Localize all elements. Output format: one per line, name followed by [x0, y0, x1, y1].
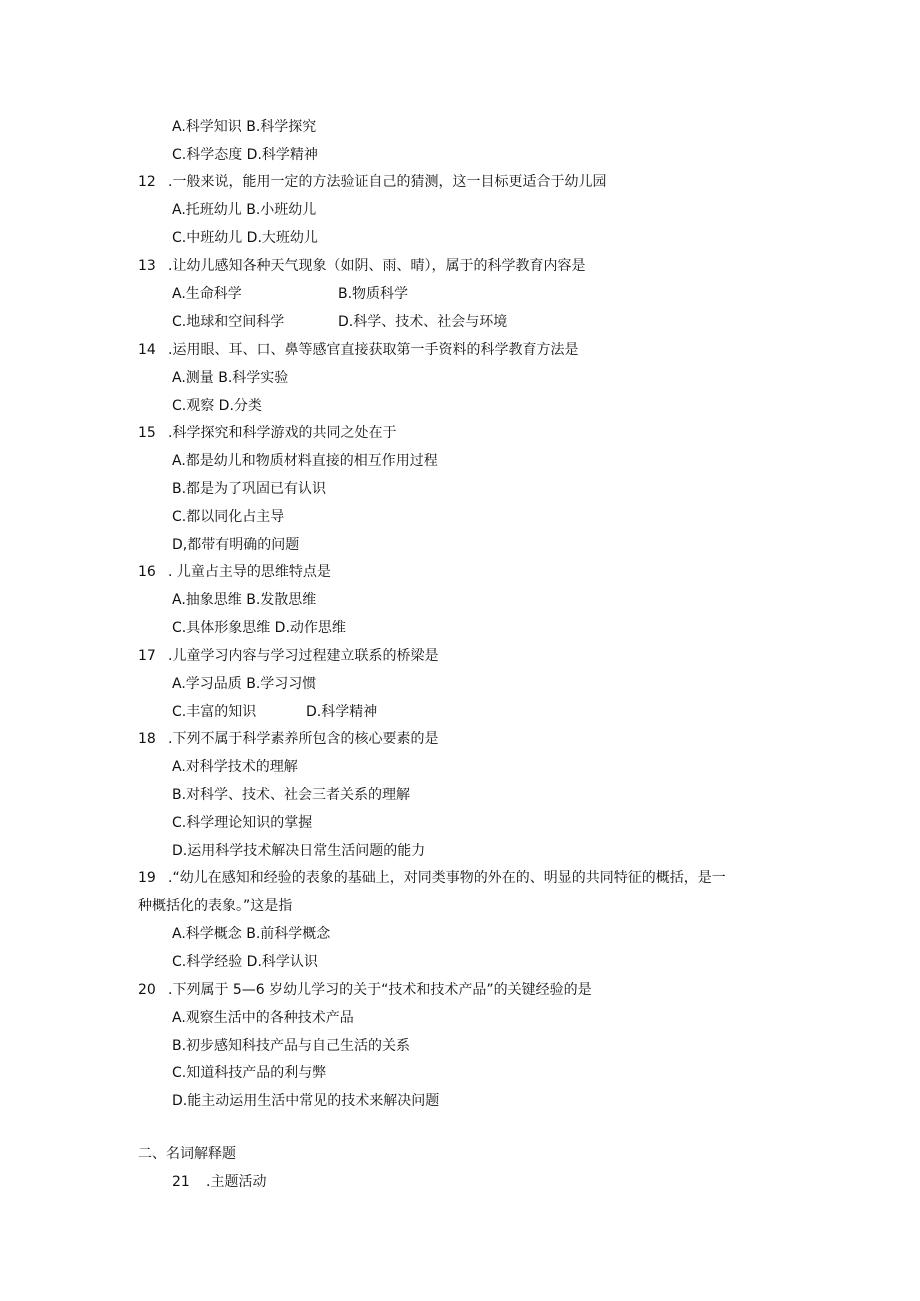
question-number: 19 — [138, 870, 156, 886]
q19-option-line-1: A.科学概念 B.前科学概念 — [172, 926, 331, 942]
question-text: .下列属于 5—6 岁幼儿学习的关于“技术和技术产品”的关键经验的是 — [168, 982, 592, 998]
question-number: 13 — [138, 258, 156, 274]
q11-option-line-2: C.科学态度 D.科学精神 — [172, 147, 318, 163]
question-18 — [138, 730, 438, 748]
q15-option-a: A.都是幼儿和物质材料直接的相互作用过程 — [172, 453, 438, 469]
q20-option-a: A.观察生活中的各种技术产品 — [172, 1010, 354, 1026]
q14-option-line-2: C.观察 D.分类 — [172, 398, 262, 414]
question-number: 16 — [138, 564, 156, 580]
q19-option-line-2: C.科学经验 D.科学认识 — [172, 954, 318, 970]
q12-option-line-2: C.中班幼儿 D.大班幼儿 — [172, 230, 318, 246]
question-number: 14 — [138, 342, 156, 358]
question-15 — [138, 424, 396, 442]
option-d: D.科学精神 — [306, 704, 378, 720]
q20-option-d: D.能主动运用生活中常见的技术来解决问题 — [172, 1093, 440, 1109]
question-17 — [138, 647, 438, 665]
question-text: .“幼儿在感知和经验的表象的基础上，对同类事物的外在的、明显的共同特征的概括，是一 — [168, 870, 726, 886]
question-number: 17 — [138, 648, 156, 664]
question-14 — [138, 341, 578, 359]
question-text: .科学探究和科学游戏的共同之处在于 — [168, 425, 397, 441]
question-12 — [138, 173, 606, 191]
q12-option-line-1: A.托班幼儿 B.小班幼儿 — [172, 202, 317, 218]
section-heading: 二、名词解释题 — [138, 1146, 236, 1162]
question-16 — [138, 563, 331, 581]
question-number: 15 — [138, 425, 156, 441]
option-c: C.地球和空间科学 — [172, 314, 285, 330]
q13-option-line-2 — [172, 313, 508, 331]
q15-option-c: C.都以同化占主导 — [172, 509, 285, 525]
q18-option-b: B.对科学、技术、社会三者关系的理解 — [172, 787, 411, 803]
q16-option-line-2: C.具体形象思维 D.动作思维 — [172, 620, 346, 636]
question-number: 21 — [172, 1174, 190, 1190]
question-19 — [138, 869, 726, 887]
question-text: .主题活动 — [206, 1174, 267, 1190]
question-20 — [138, 981, 592, 999]
q16-option-line-1: A.抽象思维 B.发散思维 — [172, 592, 317, 608]
question-13 — [138, 257, 585, 275]
q17-option-line-2 — [172, 703, 378, 721]
q15-option-d: D,都带有明确的问题 — [172, 537, 300, 553]
q13-option-line-1 — [172, 285, 409, 303]
question-text: . 儿童占主导的思维特点是 — [168, 564, 331, 580]
q18-option-c: C.科学理论知识的掌握 — [172, 815, 313, 831]
option-b: B.物质科学 — [338, 286, 409, 302]
q11-option-line-1: A.科学知识 B.科学探究 — [172, 119, 317, 135]
question-number: 20 — [138, 982, 156, 998]
question-text: .运用眼、耳、口、鼻等感官直接获取第一手资料的科学教育方法是 — [168, 342, 579, 358]
question-text: .下列不属于科学素养所包含的核心要素的是 — [168, 731, 439, 747]
question-text: .让幼儿感知各种天气现象（如阴、雨、晴），属于的科学教育内容是 — [168, 258, 586, 274]
q14-option-line-1: A.测量 B.科学实验 — [172, 370, 289, 386]
option-c: C.丰富的知识 — [172, 704, 257, 720]
q17-option-line-1: A.学习品质 B.学习习惯 — [172, 676, 317, 692]
question-21 — [172, 1173, 266, 1191]
q20-option-c: C.知道科技产品的利与弊 — [172, 1065, 327, 1081]
option-a: A.生命科学 — [172, 286, 242, 302]
option-d: D.科学、技术、社会与环境 — [338, 314, 508, 330]
q18-option-a: A.对科学技术的理解 — [172, 759, 298, 775]
question-19-continued: 种概括化的表象。”这是指 — [138, 898, 293, 914]
question-number: 12 — [138, 174, 156, 190]
q18-option-d: D.运用科学技术解决日常生活问题的能力 — [172, 843, 426, 859]
q20-option-b: B.初步感知科技产品与自己生活的关系 — [172, 1038, 411, 1054]
question-text: .儿童学习内容与学习过程建立联系的桥梁是 — [168, 648, 439, 664]
question-number: 18 — [138, 731, 156, 747]
q15-option-b: B.都是为了巩固已有认识 — [172, 481, 327, 497]
question-text: .一般来说，能用一定的方法验证自己的猜测，这一目标更适合于幼儿园 — [168, 174, 607, 190]
